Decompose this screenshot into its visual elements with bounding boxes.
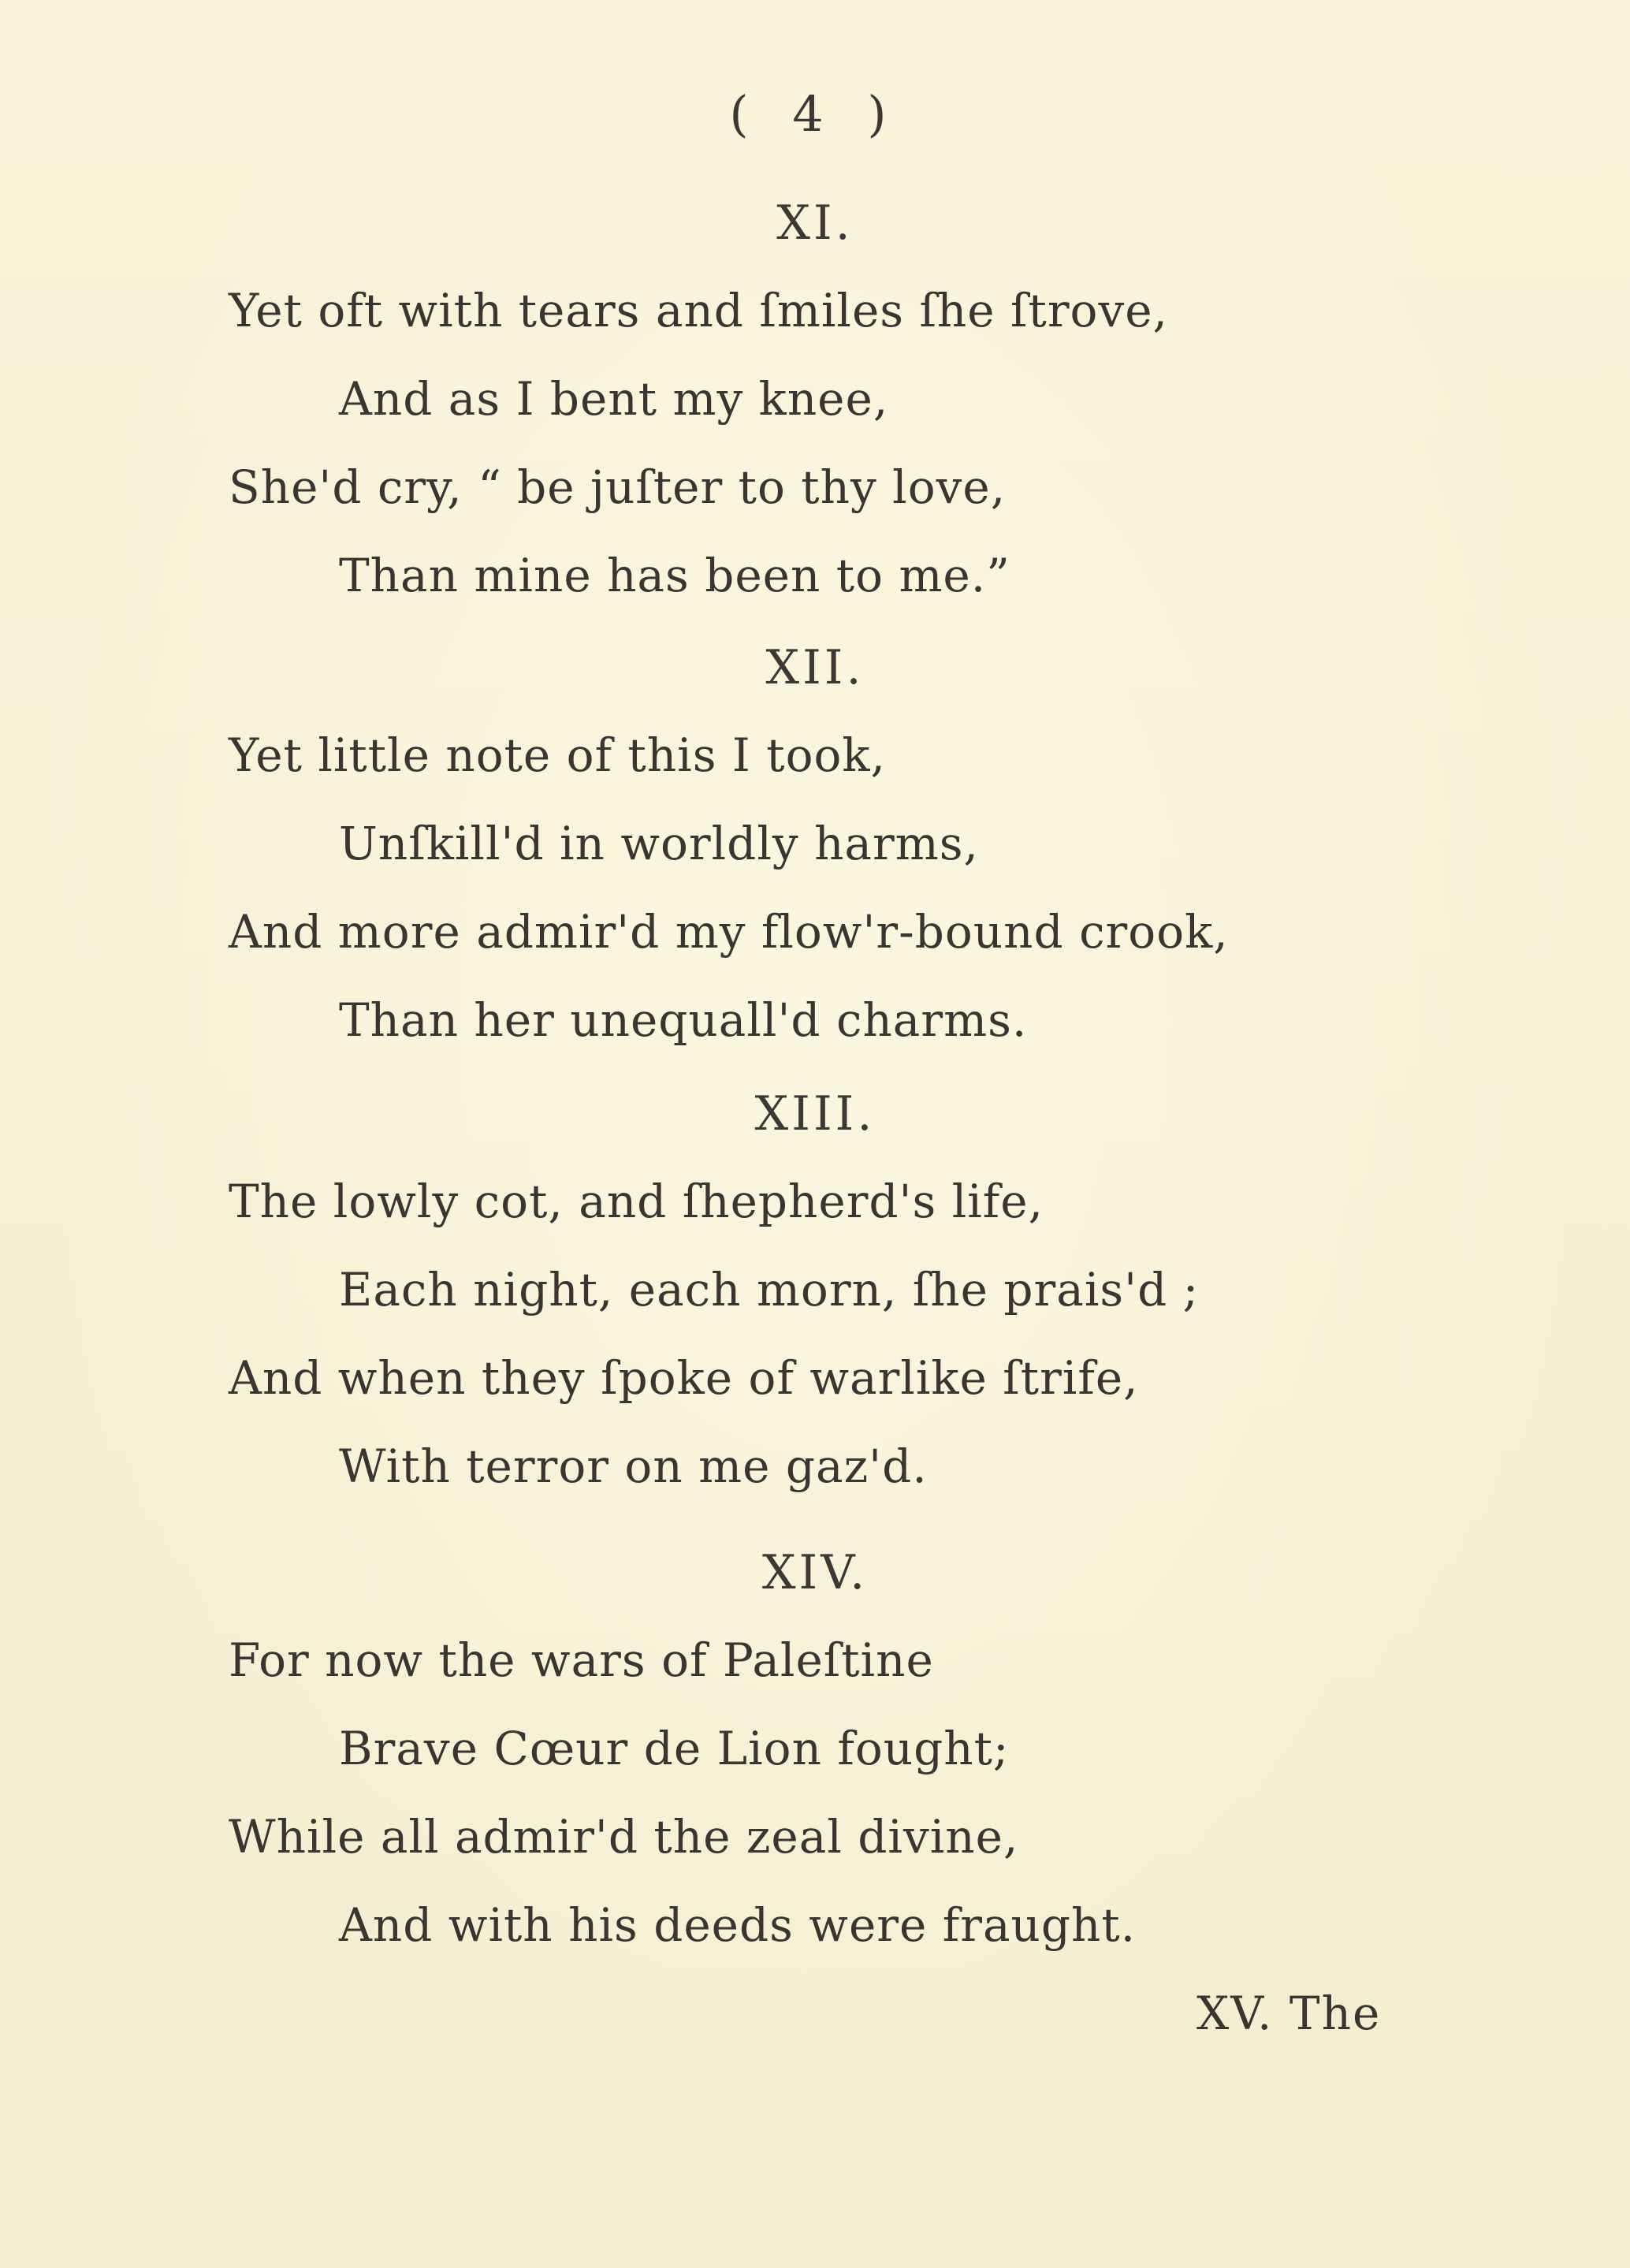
verse-line: And more admir'd my flow'r-bound crook,	[229, 905, 1229, 959]
verse-line: And as I bent my knee,	[339, 372, 889, 426]
verse-line: While all admir'd the zeal divine,	[229, 1810, 1019, 1864]
verse-line: With terror on me gaz'd.	[339, 1439, 928, 1493]
verse-line: Each night, each morn, ſhe prais'd ;	[339, 1263, 1200, 1316]
verse-line: Than mine has been to me.”	[339, 549, 1010, 602]
stanza-heading-xi: XI.	[776, 196, 854, 251]
verse-line: Yet oft with tears and ſmiles ſhe ſtrove,	[229, 284, 1168, 337]
verse-line: For now the wars of Paleſtine	[229, 1633, 934, 1687]
verse-line: And with his deeds were fraught.	[339, 1898, 1137, 1952]
stanza-heading-xii: XII.	[765, 640, 865, 695]
stanza-heading-xiv: XIV.	[761, 1545, 869, 1600]
verse-line: The lowly cot, and ſhepherd's life,	[229, 1175, 1044, 1228]
verse-line: Yet little note of this I took,	[229, 728, 886, 782]
verse-line: And when they ſpoke of warlike ſtrife,	[229, 1351, 1139, 1405]
verse-line: Than her unequall'd charms.	[339, 993, 1028, 1047]
verse-line: Unſkill'd in worldly harms,	[339, 817, 979, 870]
verse-line: She'd cry, “ be juſter to thy love,	[229, 460, 1007, 514]
page-number: ( 4 )	[729, 85, 901, 143]
verse-line: Brave Cœur de Lion fought;	[339, 1722, 1010, 1775]
catchword: XV. The	[1196, 1987, 1382, 2040]
stanza-heading-xiii: XIII.	[754, 1086, 876, 1141]
